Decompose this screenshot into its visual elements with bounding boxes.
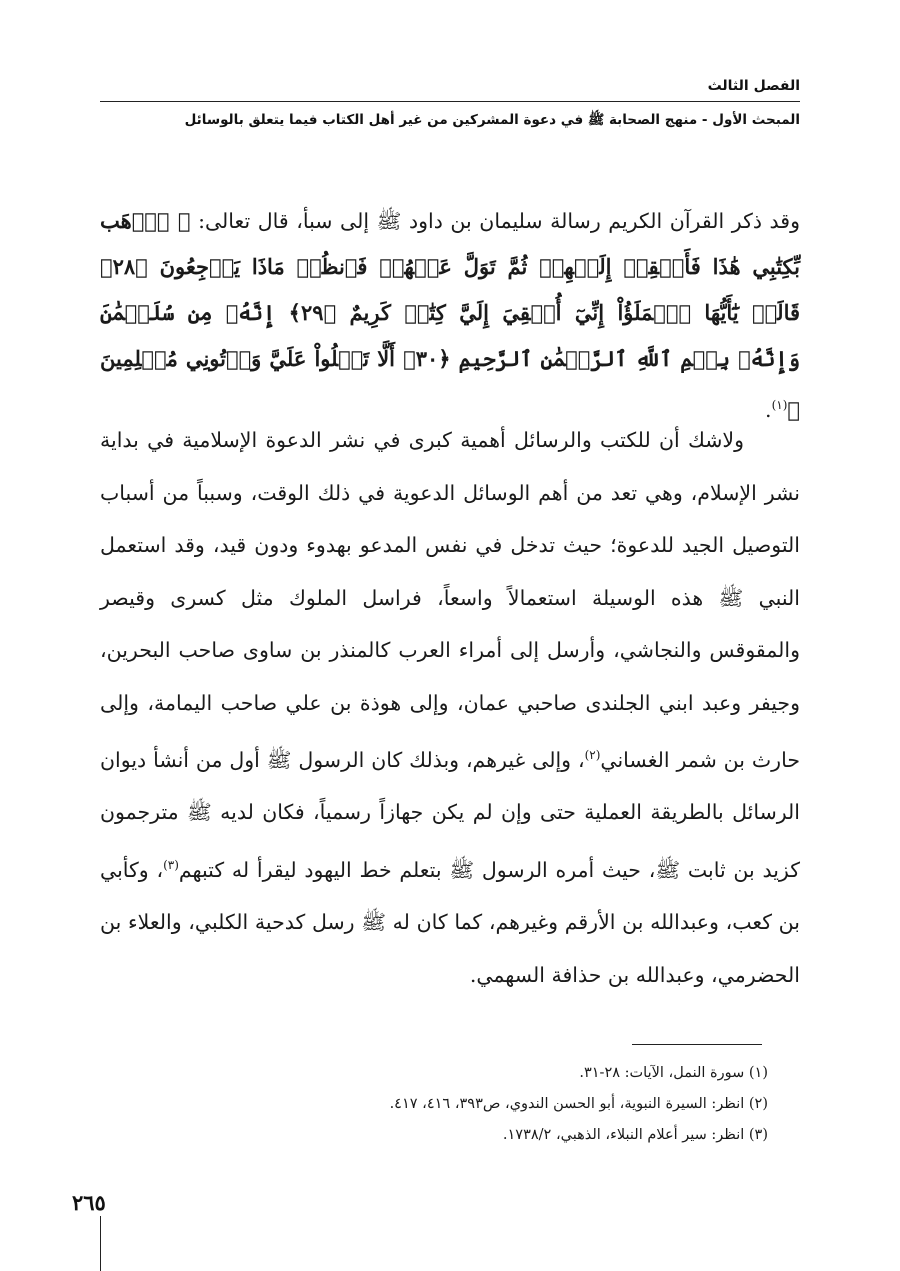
body-paragraph: [100, 414, 800, 1001]
body-text-part-3: ، وكأبي بن كعب، وعبدالله بن الأرقم وغيرهم، كما كان له ﷺ رسل كدحية الكلبي، والعلاء بن الحضرمي، وعبدالله بن حذافة السهمي.: [100, 857, 800, 987]
intro-text: وقد ذكر القرآن الكريم رسالة سليمان بن داود ﷺ إلى سبأ، قال تعالى:: [198, 209, 800, 233]
footnote-divider: [632, 1044, 762, 1045]
body-text-part-2: ، وإلى غيرهم، وبذلك كان الرسول ﷺ أول من أنشأ ديوان الرسائل بالطريقة العملية حتى وإن لم يكن جهازاً رسمياً، فكان لديه ﷺ مترجمون كزيد بن ثابت ﷺ، حيث أمره الرسول ﷺ بتعلم خط اليهود ليقرأ له كتبهم: [100, 747, 800, 882]
footnote-ref-1: (١): [771, 398, 788, 412]
chapter-title: الفصل الثالث: [707, 78, 800, 94]
intro-paragraph: [100, 198, 800, 433]
page-number: ٢٦٥: [72, 1190, 106, 1215]
quran-verse: ﴿ ٱذۡهَب بِّكِتَٰبِي هَٰذَا فَأَلۡقِهۡ إِلَيۡهِمۡ ثُمَّ تَوَلَّ عَنۡهُمۡ فَٱنظُرۡ مَاذَا يَرۡجِعُونَ ﴿٢٨﴾ قَالَتۡ يَٰٓأَيُّهَا ٱلۡمَلَؤُاْ إِنِّيٓ أُلۡقِيَ إِلَيَّ كِتَٰبٞ كَرِيمٌ ﴿٢٩﴾ إِنَّهُۥ مِن سُلَيۡمَٰنَ وَإِنَّهُۥ بِسۡمِ ٱللَّهِ ٱلرَّحۡمَٰنِ ٱلرَّحِيمِ ﴿٣٠﴾ أَلَّا تَعۡلُواْ عَلَيَّ وَأۡتُونِي مُسۡلِمِينَ ﴾: [100, 208, 801, 422]
section-title: المبحث الأول - منهج الصحابة ﷺ في دعوة المشركين من غير أهل الكتاب فيما يتعلق بالوسائل: [184, 112, 800, 128]
body-text-part-1: ولاشك أن للكتب والرسائل أهمية كبرى في نشر الدعوة الإسلامية في بداية نشر الإسلام، وهي تعد من أهم الوسائل الدعوية في ذلك الوقت، وسبباً من أسباب التوصيل الجيد للدعوة؛ حيث تدخل في نفس المدعو بهدوء ودون قيد، وقد استعمل النبي ﷺ هذه الوسيلة استعمالاً واسعاً، فراسل الملوك مثل كسرى وقيصر والمقوقس والنجاشي، وأرسل إلى أمراء العرب كالمنذر بن ساوى صاحب البحرين، وجيفر وعبد ابني الجلندى صاحبي عمان، وإلى هوذة بن علي صاحب اليمامة، وإلى حارث بن شمر الغساني: [100, 428, 800, 772]
footnotes: [100, 1058, 768, 1151]
footnote-1: (١) سورة النمل، الآيات: ٢٨-٣١.: [579, 1065, 768, 1081]
footnote-ref-2: (٢): [584, 748, 601, 762]
intro-end: .: [765, 397, 772, 422]
header-divider: [100, 101, 800, 102]
footnote-3: (٣) انظر: سير أعلام النبلاء، الذهبي، ١٧٣٨/٢.: [502, 1127, 768, 1143]
footnote-ref-3: (٣): [163, 857, 179, 872]
footnote-2: (٢) انظر: السيرة النبوية، أبو الحسن الندوي، ص٣٩٣، ٤١٦، ٤١٧.: [389, 1096, 768, 1112]
margin-rule: [100, 1216, 101, 1271]
